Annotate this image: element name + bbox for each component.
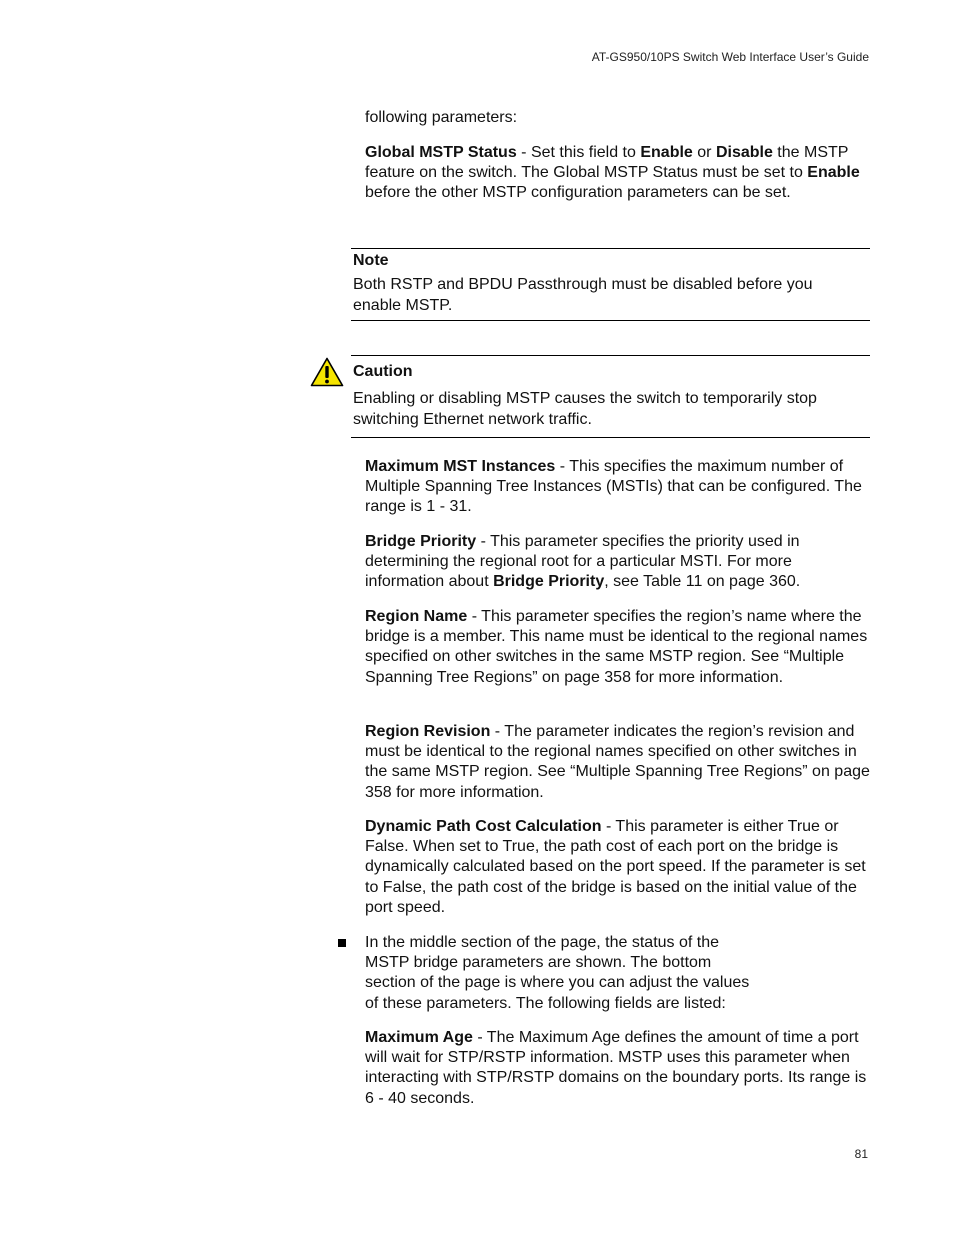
running-header: AT-GS950/10PS Switch Web Interface User’s Guide xyxy=(591,50,869,64)
global-mstp-text-2: or xyxy=(692,144,716,161)
maximum-mst-instances-paragraph xyxy=(365,457,870,518)
global-mstp-text-4: before the other MSTP configuration parameters can be set. xyxy=(365,184,791,202)
disable-term: Disable xyxy=(715,144,773,161)
bridge-priority-paragraph xyxy=(365,532,870,593)
note-box xyxy=(351,248,870,321)
bridge-priority-text-1: - This parameter specifies the priority used in determining the regional root for a particular MSTI. For more information about xyxy=(365,533,800,591)
bridge-priority-text-2: , see Table 11 on page 360. xyxy=(604,573,801,591)
bridge-priority-term: Bridge Priority xyxy=(365,533,477,550)
maximum-age-paragraph xyxy=(365,1028,870,1109)
region-name-text: - This parameter specifies the region’s name where the bridge is a member. This name must be identical to the regional names specified on other switches in the same MSTP region. See “Multiple Spanning Tree Regions” on page 358 for more information. xyxy=(365,608,868,686)
note-line-2: enable MSTP. xyxy=(353,297,453,314)
dynamic-path-cost-term: Dynamic Path Cost Calculation xyxy=(365,818,602,835)
warning-triangle-icon xyxy=(310,357,344,387)
enable-term-2: Enable xyxy=(807,164,860,182)
region-name-term: Region Name xyxy=(365,608,468,625)
region-name-paragraph xyxy=(365,607,870,688)
global-mstp-text-1: - Set this field to xyxy=(516,144,641,161)
caution-box xyxy=(351,355,870,438)
bridge-priority-term-2: Bridge Priority xyxy=(493,573,605,591)
note-line-1: Both RSTP and BPDU Passthrough must be disabled before you xyxy=(353,276,813,293)
enable-term: Enable xyxy=(640,144,693,161)
bullet-line-4: of these parameters. The following fields are listed: xyxy=(365,994,726,1012)
caution-title: Caution xyxy=(353,363,413,380)
maximum-mst-instances-text: - This specifies the maximum number of Multiple Spanning Tree Instances (MSTIs) that can be configured. The range is 1 - 31. xyxy=(365,458,862,516)
bullet-line-3: section of the page is where you can adjust the values xyxy=(365,974,750,992)
note-title: Note xyxy=(353,252,389,269)
global-mstp-status-term: Global MSTP Status xyxy=(365,144,517,161)
maximum-age-text: - The Maximum Age defines the amount of time a port will wait for STP/RSTP information. MSTP uses this parameter when interacting with STP/RSTP domains on the boundary ports. Its range is 6 - 40 seconds. xyxy=(365,1029,867,1107)
maximum-age-term: Maximum Age xyxy=(365,1029,473,1046)
dynamic-path-cost-text: - This parameter is either True or False. When set to True, the path cost of each port on the bridge is dynamically calculated based on the port speed. If the parameter is set to False, the path cost of the bridge is based on the initial value of the port speed. xyxy=(365,818,866,916)
bullet-line-2: MSTP bridge parameters are shown. The bottom xyxy=(365,954,712,972)
caution-line-1: Enabling or disabling MSTP causes the switch to temporarily stop xyxy=(353,390,817,407)
caution-line-2: switching Ethernet network traffic. xyxy=(353,411,592,428)
maximum-mst-instances-term: Maximum MST Instances xyxy=(365,458,556,475)
region-revision-term: Region Revision xyxy=(365,723,491,740)
global-mstp-status-paragraph xyxy=(365,143,870,204)
bullet-square-icon xyxy=(338,939,346,947)
bullet-line-1: In the middle section of the page, the status of the xyxy=(365,934,720,951)
page-number: 81 xyxy=(854,1147,868,1161)
region-revision-paragraph xyxy=(365,722,870,803)
intro-text: following parameters: xyxy=(365,109,518,126)
dynamic-path-cost-paragraph xyxy=(365,817,870,918)
global-mstp-text-3: the MSTP feature on the switch. The Global MSTP Status must be set to xyxy=(365,144,849,182)
bullet-item-text xyxy=(365,933,870,1014)
region-revision-text: - The parameter indicates the region’s revision and must be identical to the regional names specified on other switches in the same MSTP region. See “Multiple Spanning Tree Regions” on page 358 for more information. xyxy=(365,723,870,801)
